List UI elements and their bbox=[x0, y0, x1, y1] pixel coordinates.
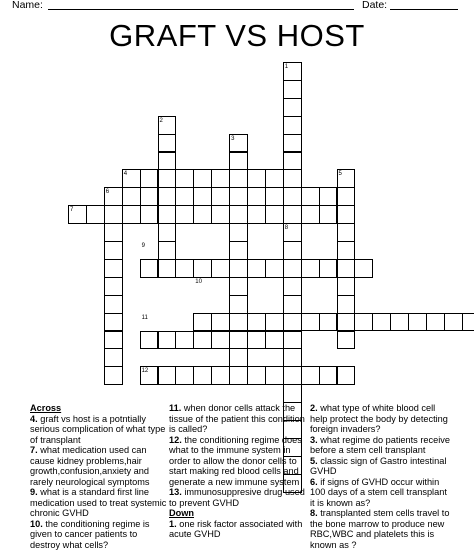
grid-cell[interactable] bbox=[158, 259, 177, 278]
grid-cell[interactable] bbox=[283, 348, 302, 367]
grid-cell[interactable] bbox=[211, 187, 230, 206]
clue-across-9: 9. what is a standard first line medication used to treat systemic chronic GVHD bbox=[30, 487, 167, 518]
clue-down-6: 6. if signs of GVHD occur within 100 days of a stem cell transplant it is known as? bbox=[310, 476, 447, 508]
grid-number: 6 bbox=[105, 189, 110, 196]
grid-cell[interactable] bbox=[337, 223, 356, 242]
grid-cell[interactable] bbox=[283, 331, 302, 350]
grid-cell[interactable] bbox=[265, 187, 284, 206]
grid-cell[interactable] bbox=[104, 259, 123, 278]
grid-cell[interactable] bbox=[104, 277, 123, 296]
grid-cell[interactable] bbox=[283, 98, 302, 117]
grid-cell[interactable] bbox=[140, 187, 159, 206]
grid-cell[interactable] bbox=[175, 366, 194, 385]
grid-cell[interactable] bbox=[211, 331, 230, 350]
grid-cell[interactable] bbox=[283, 152, 302, 171]
grid-cell[interactable] bbox=[426, 313, 445, 332]
grid-cell[interactable] bbox=[372, 313, 391, 332]
grid-cell[interactable] bbox=[211, 205, 230, 224]
grid-cell[interactable] bbox=[158, 331, 177, 350]
grid-cell[interactable] bbox=[158, 187, 177, 206]
grid-cell[interactable] bbox=[158, 152, 177, 171]
grid-cell[interactable] bbox=[104, 241, 123, 260]
grid-cell[interactable] bbox=[175, 187, 194, 206]
grid-cell[interactable] bbox=[104, 295, 123, 314]
grid-cell[interactable] bbox=[337, 187, 356, 206]
grid-cell[interactable] bbox=[211, 366, 230, 385]
grid-cell[interactable] bbox=[337, 331, 356, 350]
grid-cell[interactable] bbox=[140, 331, 159, 350]
grid-cell[interactable] bbox=[265, 331, 284, 350]
grid-number: 7 bbox=[70, 207, 74, 214]
grid-cell[interactable] bbox=[158, 366, 177, 385]
name-label: Name: bbox=[12, 0, 43, 11]
grid-cell[interactable] bbox=[301, 205, 320, 224]
across-clues-continued bbox=[169, 403, 308, 540]
grid-cell[interactable] bbox=[158, 223, 177, 242]
grid-cell[interactable] bbox=[229, 223, 248, 242]
grid-cell[interactable] bbox=[319, 366, 338, 385]
grid-cell[interactable] bbox=[301, 187, 320, 206]
grid-cell[interactable] bbox=[462, 313, 474, 332]
grid-cell[interactable] bbox=[104, 223, 123, 242]
grid-cell[interactable] bbox=[319, 205, 338, 224]
grid-cell[interactable] bbox=[104, 366, 123, 385]
grid-cell[interactable] bbox=[211, 313, 230, 332]
down-clues bbox=[310, 403, 450, 550]
clue-down-8: 8. transplanted stem cells travel to the bone marrow to produce new RBC,WBC and platelets this is known as ? bbox=[310, 508, 450, 550]
grid-number: 3 bbox=[231, 135, 235, 142]
clue-down-3: 3. what regime do patients receive before a stem cell transplant bbox=[310, 434, 450, 455]
down-heading: Down bbox=[169, 508, 195, 518]
grid-number: 1 bbox=[284, 64, 289, 70]
grid-number: 10 bbox=[195, 278, 202, 285]
grid-cell[interactable] bbox=[229, 331, 248, 350]
clue-across-11: 11. when donor cells attack the tissue of the patient this condition is called? bbox=[169, 403, 305, 434]
grid-cell[interactable] bbox=[265, 313, 284, 332]
grid-cell[interactable] bbox=[140, 259, 159, 278]
grid-cell[interactable] bbox=[229, 313, 248, 332]
grid-cell[interactable] bbox=[337, 366, 356, 385]
grid-cell[interactable] bbox=[337, 259, 356, 278]
grid-cell[interactable] bbox=[211, 169, 230, 188]
grid-cell[interactable] bbox=[247, 313, 266, 332]
clue-down-1: 1. one risk factor associated with acute GVHD bbox=[169, 518, 303, 539]
grid-cell[interactable] bbox=[175, 331, 194, 350]
across-heading: Across bbox=[30, 403, 62, 413]
grid-cell[interactable] bbox=[229, 259, 248, 278]
grid-cell[interactable] bbox=[229, 152, 248, 171]
grid-cell[interactable] bbox=[247, 169, 266, 188]
grid-number: 9 bbox=[141, 243, 145, 249]
grid-cell[interactable] bbox=[158, 205, 177, 224]
grid-cell[interactable] bbox=[122, 187, 141, 206]
grid-cell[interactable] bbox=[122, 205, 141, 224]
grid-cell[interactable] bbox=[283, 295, 302, 314]
date-label: Date: bbox=[362, 0, 388, 11]
grid-cell[interactable] bbox=[444, 313, 463, 332]
grid-cell[interactable] bbox=[193, 366, 212, 385]
grid-cell[interactable] bbox=[337, 295, 356, 314]
clue-across-7: 7. what medication used can cause kidney problems,hair growth,confusion,anxiety and rarely neurological symptoms bbox=[30, 445, 150, 487]
clue-down-5: 5. classic sign of Gastro intestinal GVHD bbox=[310, 455, 447, 476]
grid-cell[interactable] bbox=[283, 205, 302, 224]
grid-cell[interactable] bbox=[301, 366, 320, 385]
grid-cell[interactable] bbox=[283, 366, 302, 385]
grid-cell[interactable] bbox=[247, 259, 266, 278]
grid-cell[interactable] bbox=[229, 187, 248, 206]
grid-cell[interactable] bbox=[140, 205, 159, 224]
grid-number: 12 bbox=[141, 368, 149, 375]
grid-cell[interactable] bbox=[86, 205, 105, 224]
grid-cell[interactable] bbox=[158, 241, 177, 260]
grid-number: 2 bbox=[159, 117, 163, 124]
grid-cell[interactable] bbox=[319, 259, 338, 278]
grid-cell[interactable] bbox=[193, 259, 212, 278]
grid-cell[interactable] bbox=[193, 331, 212, 350]
grid-number: 11 bbox=[141, 314, 148, 321]
grid-cell[interactable] bbox=[175, 169, 194, 188]
grid-cell[interactable] bbox=[301, 259, 320, 278]
grid-cell[interactable] bbox=[408, 313, 427, 332]
grid-cell[interactable] bbox=[337, 313, 356, 332]
grid-cell[interactable] bbox=[104, 331, 123, 350]
grid-cell[interactable] bbox=[193, 169, 212, 188]
grid-cell[interactable] bbox=[390, 313, 409, 332]
grid-cell[interactable] bbox=[283, 259, 302, 278]
grid-cell[interactable] bbox=[247, 205, 266, 224]
grid-cell[interactable] bbox=[283, 187, 302, 206]
grid-cell[interactable] bbox=[229, 277, 248, 296]
grid-cell[interactable] bbox=[158, 169, 177, 188]
across-clues bbox=[30, 403, 168, 550]
grid-cell[interactable] bbox=[229, 241, 248, 260]
grid-cell[interactable] bbox=[265, 205, 284, 224]
grid-cell[interactable] bbox=[319, 313, 338, 332]
grid-cell[interactable] bbox=[175, 259, 194, 278]
clue-across-10: 10. the conditioning regime is given to cancer patients to destroy what cells? bbox=[30, 518, 150, 550]
grid-cell[interactable] bbox=[229, 348, 248, 367]
grid-cell[interactable] bbox=[337, 277, 356, 296]
grid-number: 4 bbox=[123, 171, 128, 178]
grid-cell[interactable] bbox=[265, 259, 284, 278]
grid-cell[interactable] bbox=[193, 187, 212, 206]
page-title: GRAFT VS HOST bbox=[109, 18, 365, 53]
grid-cell[interactable] bbox=[283, 277, 302, 296]
clue-down-2: 2. what type of white blood cell help protect the body by detecting foreign invaders? bbox=[310, 403, 448, 434]
clue-across-12: 12. the conditioning regime does what to the immune system in order to allow the donor cells to start making red blood cells and generate a new immune system bbox=[169, 434, 302, 487]
grid-cell[interactable] bbox=[354, 259, 373, 278]
grid-cell[interactable] bbox=[283, 384, 302, 403]
grid-cell[interactable] bbox=[247, 366, 266, 385]
grid-cell[interactable] bbox=[229, 366, 248, 385]
grid-cell[interactable] bbox=[283, 116, 302, 135]
grid-cell[interactable] bbox=[283, 134, 302, 153]
grid-cell[interactable] bbox=[193, 313, 212, 332]
grid-cell[interactable] bbox=[211, 259, 230, 278]
grid-cell[interactable] bbox=[265, 366, 284, 385]
grid-cell[interactable] bbox=[265, 169, 284, 188]
grid-cell[interactable] bbox=[247, 187, 266, 206]
grid-cell[interactable] bbox=[247, 331, 266, 350]
grid-cell[interactable] bbox=[140, 169, 159, 188]
grid-cell[interactable] bbox=[104, 313, 123, 332]
grid-cell[interactable] bbox=[354, 313, 373, 332]
grid-cell[interactable] bbox=[283, 313, 302, 332]
clue-across-13: 13. immunosuppresive drug used to prevent GVHD bbox=[169, 487, 305, 508]
grid-cell[interactable] bbox=[175, 205, 194, 224]
grid-cell[interactable] bbox=[104, 205, 123, 224]
grid-cell[interactable] bbox=[158, 134, 177, 153]
grid-cell[interactable] bbox=[104, 348, 123, 367]
grid-cell[interactable] bbox=[337, 205, 356, 224]
grid-number: 8 bbox=[284, 225, 289, 232]
grid-cell[interactable] bbox=[229, 169, 248, 188]
grid-number: 5 bbox=[338, 171, 342, 178]
grid-cell[interactable] bbox=[319, 187, 338, 206]
grid-cell[interactable] bbox=[337, 241, 356, 260]
grid-cell[interactable] bbox=[229, 295, 248, 314]
clue-across-4: 4. graft vs host is a potntially serious complication of what type of transplant bbox=[30, 413, 166, 445]
grid-cell[interactable] bbox=[301, 313, 320, 332]
grid-cell[interactable] bbox=[193, 205, 212, 224]
grid-cell[interactable] bbox=[283, 241, 302, 260]
grid-cell[interactable] bbox=[229, 205, 248, 224]
grid-cell[interactable] bbox=[283, 80, 302, 99]
grid-cell[interactable] bbox=[283, 169, 302, 188]
